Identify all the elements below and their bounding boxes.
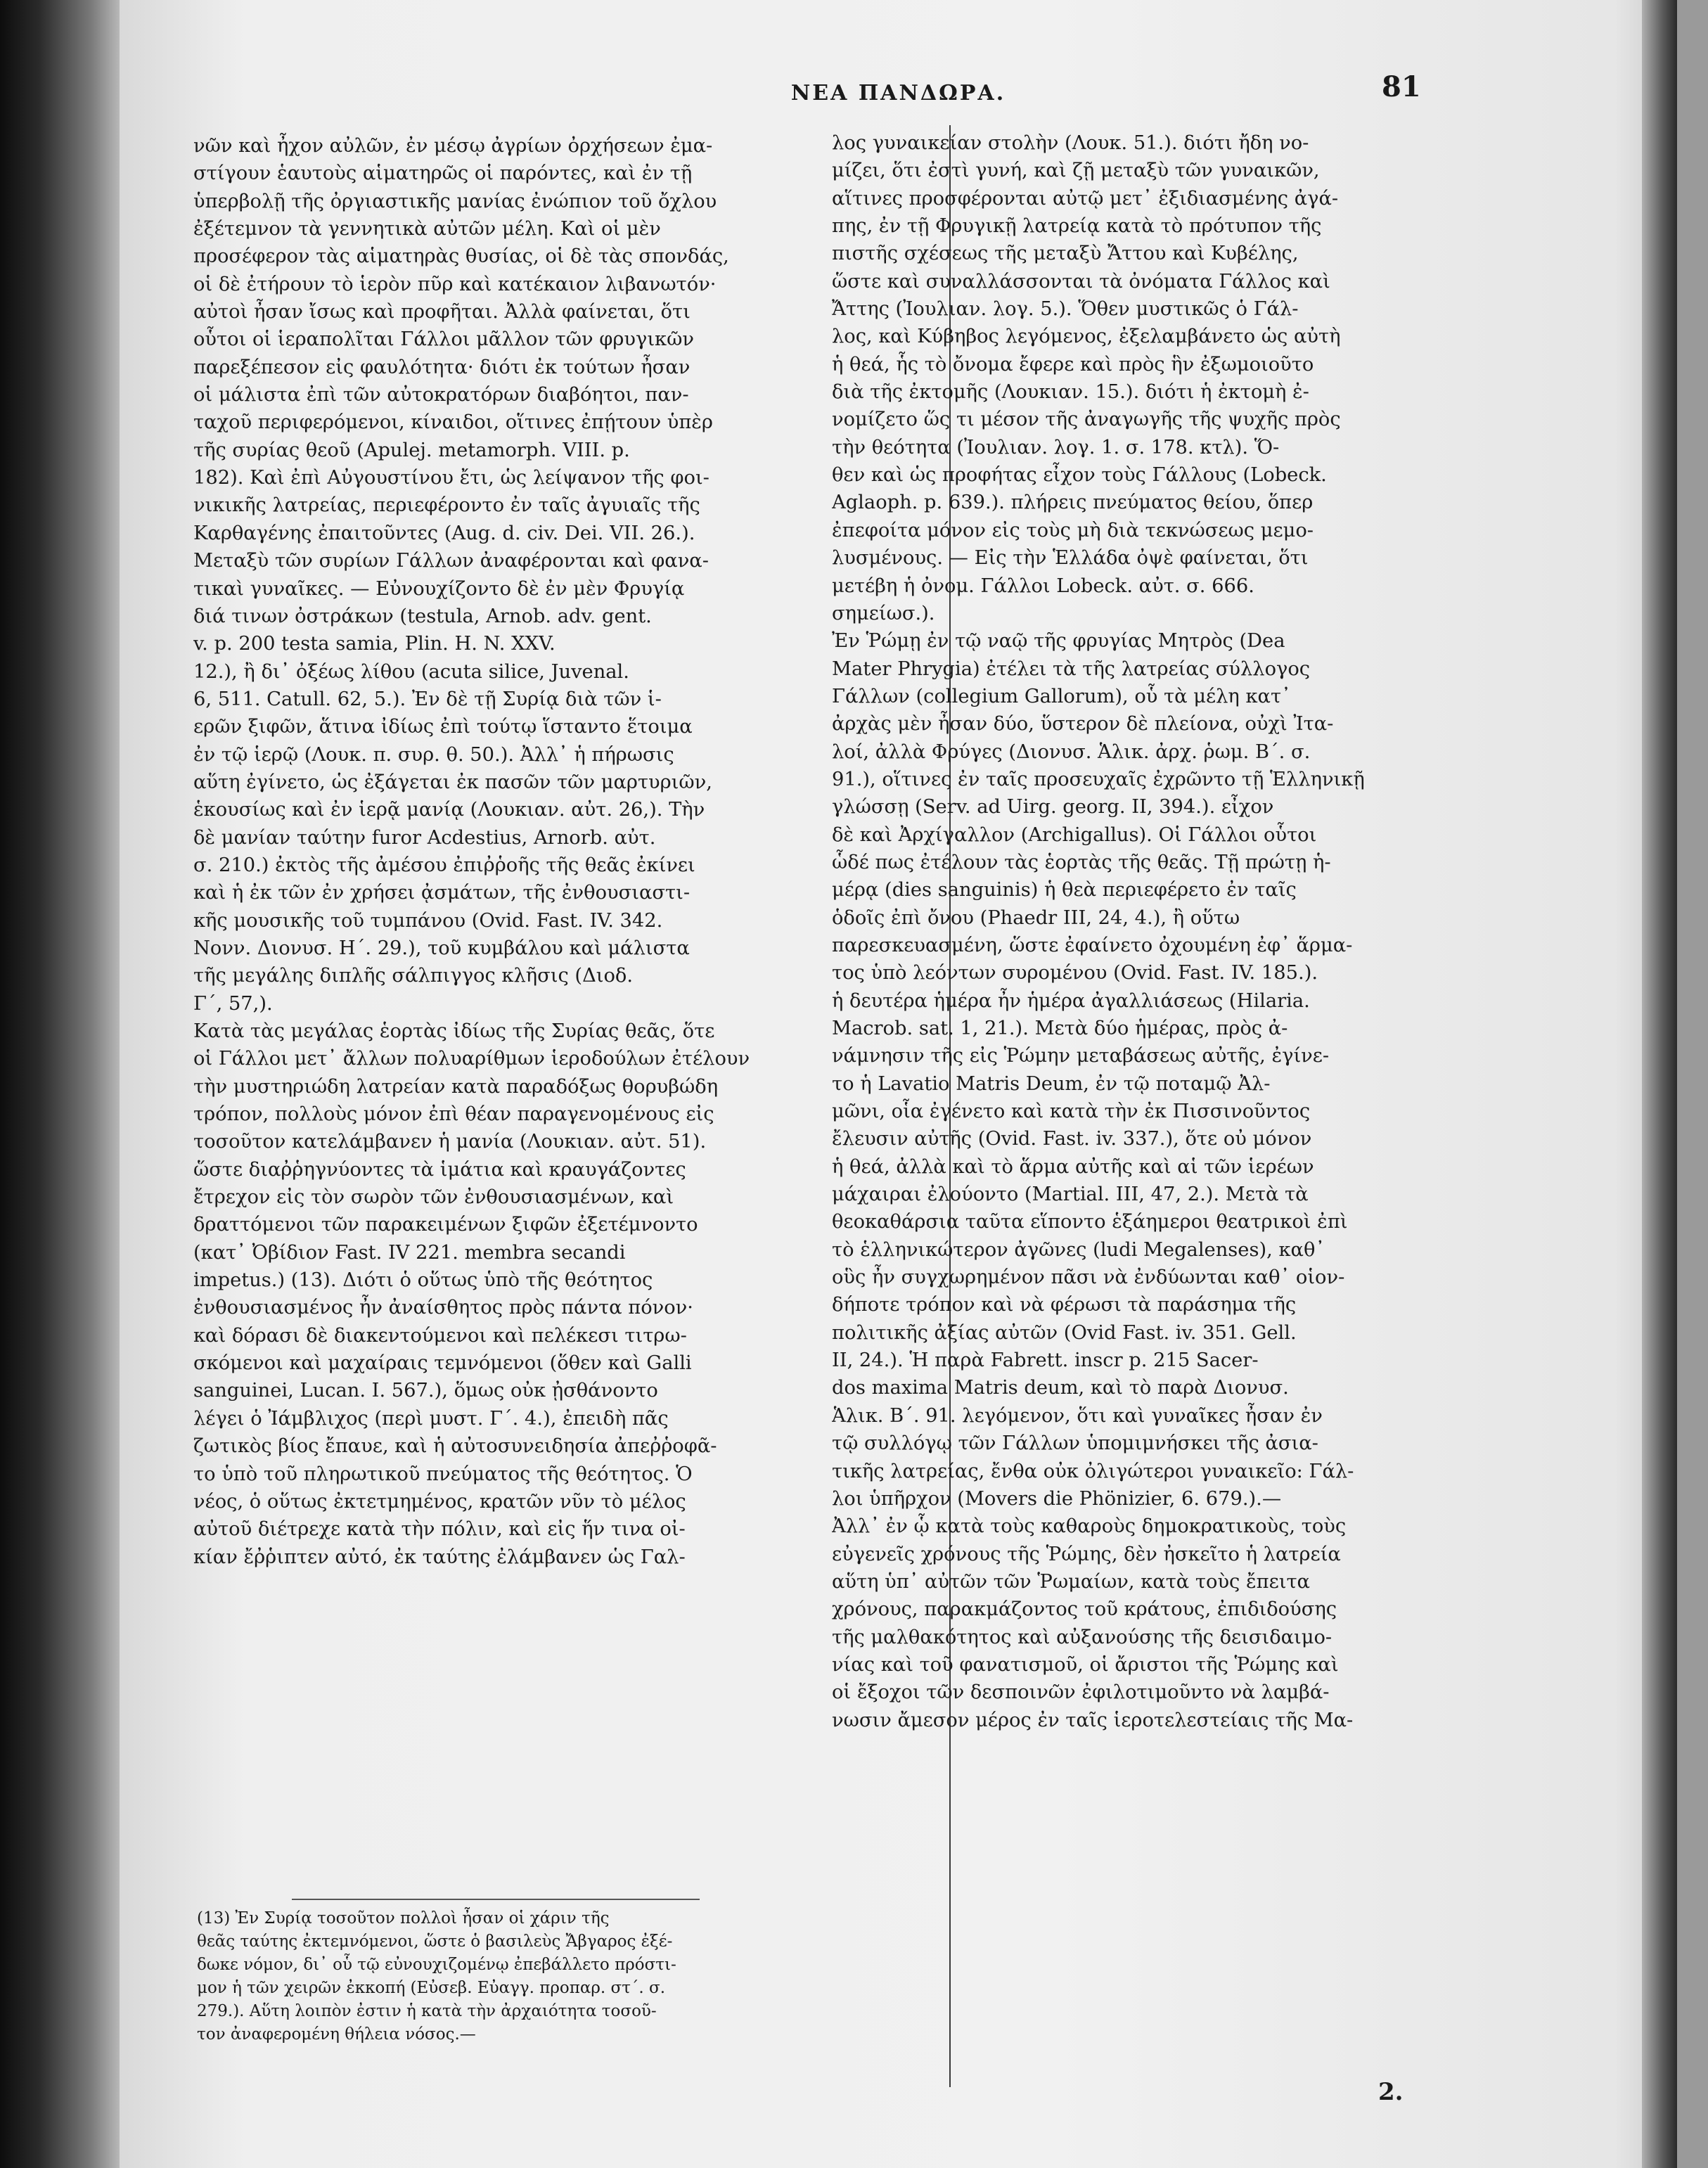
text-line: παρεξέπεσον εἰς φαυλότητα· διότι ἐκ τούτων ἦσαν (193, 356, 691, 378)
text-line: πης, ἐν τῇ Φρυγικῇ λατρείᾳ κατὰ τὸ πρότυπον τῆς (832, 215, 1322, 238)
text-line: Μεταξὺ τῶν συρίων Γάλλων ἀναφέρονται καὶ φανα- (193, 550, 709, 572)
text-line: II, 24.). Ἡ παρὰ Fabrett. inscr p. 215 Sacer- (832, 1349, 1259, 1372)
text-line: v. p. 200 testa samia, Plin. H. N. XXV. (193, 633, 556, 655)
text-line: οἱ Γάλλοι μετ᾽ ἄλλων πολυαρίθμων ἱεροδούλων ἐτέλουν (193, 1048, 750, 1070)
text-line: νομίζετο ὥς τι μέσον τῆς ἀναγωγῆς τῆς ψυχῆς πρὸς (832, 409, 1341, 431)
text-line: ὧδέ πως ἐτέλουν τὰς ἑορτὰς τῆς θεᾶς. Τῇ πρώτῃ ἡ- (832, 851, 1331, 873)
text-line: τὴν μυστηριώδη λατρείαν κατὰ παραδόξως θορυβώδη (193, 1075, 719, 1098)
text-line: 12.), ἢ δι᾽ ὀξέως λίθου (acuta silice, Juvenal. (193, 660, 629, 683)
text-line: το ὑπὸ τοῦ πληρωτικοῦ πνεύματος τῆς θεότητος. Ὁ (193, 1463, 693, 1485)
text-line: ἔλευσιν αὐτῆς (Ovid. Fast. iv. 337.), ὅτε οὐ μόνον (832, 1128, 1312, 1150)
text-line: Ἀλλ᾽ ἐν ᾧ κατὰ τοὺς καθαροὺς δημοκρατικοὺς, τοὺς (832, 1515, 1347, 1538)
text-line: σκόμενοι καὶ μαχαίραις τεμνόμενοι (ὅθεν καὶ Galli (193, 1352, 692, 1375)
running-title: ΝΕΑ ΠΑΝΔΩΡΑ. (790, 81, 1006, 105)
text-line: χρόνους, παρακμάζοντος τοῦ κράτους, ἐπιδιδούσης (832, 1598, 1337, 1621)
text-line: ἐνθουσιασμένος ἦν ἀναίσθητος πρὸς πάντα πόνον· (193, 1297, 693, 1319)
text-line: Νονν. Διονυσ. Η΄. 29.), τοῦ κυμβάλου καὶ μάλιστα (193, 937, 690, 959)
text-line: Ἐν Ῥώμῃ ἐν τῷ ναῷ τῆς φρυγίας Μητρὸς (Dea (832, 630, 1285, 653)
text-line: δραττόμενοι τῶν παρακειμένων ξιφῶν ἐξετέμνοντο (193, 1214, 698, 1236)
text-line: νάμνησιν τῆς εἰς Ῥώμην μεταβάσεως αὐτῆς, ἐγίνε- (832, 1045, 1330, 1067)
text-line: κῆς μουσικῆς τοῦ τυμπάνου (Ovid. Fast. IV. 342. (193, 909, 663, 932)
text-line: εὐγενεῖς χρόνους τῆς Ῥώμης, δὲν ἠσκεῖτο ἡ λατρεία (832, 1543, 1341, 1565)
text-line: αἵτινες προσφέρονται αὐτῷ μετ᾽ ἐξιδιασμένης ἀγά- (832, 187, 1339, 210)
text-line: νῶν καὶ ἦχον αὐλῶν, ἐν μέσῳ ἀγρίων ὀρχήσεων ἐμα- (193, 135, 713, 157)
text-line: λος, καὶ Κύβηβος λεγόμενος, ἐξελαμβάνετο ὡς αὐτὴ (832, 326, 1341, 348)
text-line: μῶνι, οἷα ἐγένετο καὶ κατὰ τὴν ἐκ Πισσινοῦντος (832, 1101, 1311, 1123)
text-line: (κατ᾽ Ὀβίδιον Fast. IV 221. membra secandi (193, 1241, 626, 1264)
text-line: ἀρχὰς μὲν ἦσαν δύο, ὕστερον δὲ πλείονα, οὐχὶ Ἰτα- (832, 713, 1334, 736)
footnote-line: 279.). Αὕτη λοιπὸν ἐστιν ἡ κατὰ τὴν ἀρχαιότητα τοσοῦ- (197, 2002, 657, 2020)
text-line: τὸ ἑλληνικώτερον ἀγῶνες (ludi Megalenses), καθ᾽ (832, 1238, 1325, 1261)
text-line: ζωτικὸς βίος ἔπαυε, καὶ ἡ αὐτοσυνειδησία ἀπεῤῥοφᾶ- (193, 1435, 717, 1458)
text-line: οἱ ἔξοχοι τῶν δεσποινῶν ἐφιλοτιμοῦντο νὰ λαμβά- (832, 1681, 1330, 1704)
text-line: 91.), οἵτινες ἐν ταῖς προσευχαῖς ἐχρῶντο τῇ Ἑλληνικῇ (832, 768, 1365, 790)
footnote-line: (13) Ἐν Συρίᾳ τοσοῦτον πολλοὶ ἦσαν οἱ χάριν τῆς (197, 1909, 610, 1928)
text-line: ἐν τῷ ἱερῷ (Λουκ. π. συρ. θ. 50.). Ἀλλ᾽ ἡ πήρωσις (193, 743, 674, 766)
text-line: ὑπερβολῇ τῆς ὀργιαστικῆς μανίας ἐνώπιον τοῦ ὄχλου (193, 190, 717, 212)
text-line: παρεσκευασμένη, ὥστε ἐφαίνετο ὀχουμένη ἐφ᾽ ἅρμα- (832, 934, 1353, 956)
text-line: νέος, ὁ οὕτως ἐκτετμημένος, κρατῶν νῦν τὸ μέλος (193, 1490, 686, 1513)
footnote-rule (292, 1899, 700, 1900)
text-line: το ἡ Lavatio Matris Deum, ἐν τῷ ποταμῷ Ἀλ- (832, 1072, 1271, 1095)
text-line: sanguinei, Lucan. I. 567.), ὅμως οὐκ ᾐσθάνοντο (193, 1380, 658, 1402)
text-line: αὕτη ἐγίνετο, ὡς ἐξάγεται ἐκ πασῶν τῶν μαρτυριῶν, (193, 771, 712, 793)
text-line: τικῆς λατρείας, ἔνθα οὐκ ὀλιγώτεροι γυναικεῖο: Γάλ- (832, 1460, 1354, 1482)
text-line: ὥστε καὶ συναλλάσσονται τὰ ὀνόματα Γάλλος καὶ (832, 270, 1330, 293)
text-line: στίγουν ἑαυτοὺς αἱματηρῶς οἱ παρόντες, καὶ ἐν τῇ (193, 162, 693, 185)
footnote-line: θεᾶς ταύτης ἐκτεμνόμενοι, ὥστε ὁ βασιλεὺς Ἄβγαρος ἐξέ- (197, 1932, 673, 1951)
text-line: αὐτοὶ ἦσαν ἴσως καὶ προφῆται. Ἀλλὰ φαίνεται, ὅτι (193, 301, 691, 323)
text-line: διὰ τῆς ἐκτομῆς (Λουκιαν. 15.). διότι ἡ ἐκτομὴ ἐ- (832, 381, 1309, 404)
text-line: ἡ θεά, ἀλλὰ καὶ τὸ ἅρμα αὐτῆς καὶ αἱ τῶν ἱερέων (832, 1155, 1314, 1178)
text-line: dos maxima Matris deum, καὶ τὸ παρὰ Διονυσ. (832, 1377, 1289, 1399)
text-line: Aglaoph. p. 639.). πλήρεις πνεύματος θείου, ὅπερ (832, 492, 1314, 514)
book-spine-shadow (0, 0, 130, 2168)
text-line: κίαν ἔῤῥιπτεν αὐτό, ἐκ ταύτης ἐλάμβανεν ὡς Γαλ- (193, 1546, 686, 1568)
text-line: οὓς ἦν συγχωρημένον πᾶσι νὰ ἐνδύωνται καθ᾽ οἱον- (832, 1266, 1345, 1289)
right-column (832, 129, 1542, 1734)
text-line: 6, 511. Catull. 62, 5.). Ἐν δὲ τῇ Συρίᾳ διὰ τῶν ἱ- (193, 688, 662, 710)
text-line: δὲ καὶ Ἀρχίγαλλον (Archigallus). Οἱ Γάλλοι οὗτοι (832, 823, 1317, 846)
text-line: μετέβη ἡ ὀνομ. Γάλλοι Lobeck. αὐτ. σ. 666. (832, 575, 1254, 597)
text-line: σ. 210.) ἐκτὸς τῆς ἀμέσου ἐπιῤῥοῆς τῆς θεᾶς ἐκίνει (193, 854, 695, 876)
text-line: ταχοῦ περιφερόμενοι, κίναιδοι, οἵτινες ἐπῄτουν ὑπὲρ (193, 411, 713, 434)
text-line: καὶ δόρασι δὲ διακεντούμενοι καὶ πελέκεσι τιτρω- (193, 1324, 687, 1347)
text-line: νίας καὶ τοῦ φανατισμοῦ, οἱ ἄριστοι τῆς Ῥώμης καὶ (832, 1653, 1339, 1676)
text-line: μάχαιραι ἐλούοντο (Martial. III, 47, 2.). Μετὰ τὰ (832, 1184, 1309, 1206)
text-line: θεοκαθάρσια ταῦτα εἵποντο ἑξάημεροι θεατρικοὶ ἐπὶ (832, 1211, 1348, 1233)
text-line: οὗτοι οἱ ἱεραπολῖται Γάλλοι μᾶλλον τῶν φρυγικῶν (193, 328, 694, 351)
text-line: ὁδοῖς ἐπὶ ὄνου (Phaedr III, 24, 4.), ἢ οὕτω (832, 906, 1240, 929)
signature-mark: 2. (1378, 2078, 1404, 2106)
text-line: Mater Phrygia) ἐτέλει τὰ τῆς λατρείας σύλλογος (832, 658, 1311, 680)
text-line: μέρᾳ (dies sanguinis) ἡ θεὰ περιεφέρετο ἐν ταῖς (832, 879, 1297, 902)
text-line: λος γυναικείαν στολὴν (Λουκ. 51.). διότι ἤδη νο- (832, 132, 1309, 154)
text-line: δὲ μανίαν ταύτην furor Acdestius, Arnorb. αὐτ. (193, 826, 656, 849)
text-line: τρόπον, πολλοὺς μόνον ἐπὶ θέαν παραγενομένους εἰς (193, 1103, 714, 1126)
footnote-line: δωκε νόμον, δι᾽ οὗ τῷ εὐνουχιζομένῳ ἐπεβάλλετο πρόστι- (197, 1956, 676, 1974)
text-line: οἱ μάλιστα ἐπὶ τῶν αὐτοκρατόρων διαβόητοι, παν- (193, 384, 689, 406)
text-line: ἑκουσίως καὶ ἐν ἱερᾷ μανίᾳ (Λουκιαν. αὐτ. 26,). Τὴν (193, 799, 705, 821)
text-line: νικικῆς λατρείας, περιεφέροντο ἐν ταῖς ἀγυιαῖς τῆς (193, 494, 700, 517)
text-line: τικαὶ γυναῖκες. — Εὐνουχίζοντο δὲ ἐν μὲν Φρυγίᾳ (193, 577, 685, 600)
text-line: πιστῆς σχέσεως τῆς μεταξὺ Ἄττου καὶ Κυβέλης, (832, 243, 1299, 265)
text-line: λέγει ὁ Ἰάμβλιχος (περὶ μυστ. Γ΄. 4.), ἐπειδὴ πᾶς (193, 1407, 669, 1430)
text-line: τῆς συρίας θεοῦ (Apulej. metamorph. VIII. p. (193, 439, 630, 461)
text-line: Κατὰ τὰς μεγάλας ἑορτὰς ἰδίως τῆς Συρίας θεᾶς, ὅτε (193, 1020, 715, 1042)
text-line: 182). Καὶ ἐπὶ Αὐγουστίνου ἔτι, ὡς λείψανον τῆς φοι- (193, 467, 709, 489)
text-line: λοί, ἀλλὰ Φρύγες (Διονυσ. Ἁλικ. ἀρχ. ῥωμ. Β΄. σ. (832, 740, 1311, 763)
text-line: ἡ θεά, ἧς τὸ ὄνομα ἔφερε καὶ πρὸς ἣν ἐξωμοιοῦτο (832, 353, 1314, 376)
text-line: ἐπεφοίτα μόνον εἰς τοὺς μὴ διὰ τεκνώσεως μεμο- (832, 519, 1314, 541)
text-line: ἐξέτεμνον τὰ γεννητικὰ αὐτῶν μέλη. Καὶ οἱ μὲν (193, 218, 661, 240)
text-line: Macrob. sat. 1, 21.). Μετὰ δύο ἡμέρας, πρὸς ἀ- (832, 1018, 1288, 1039)
text-line: λοι ὑπῆρχον (Movers die Phönizier, 6. 679.).— (832, 1487, 1282, 1510)
text-line: τος ὑπὸ λεόντων συρομένου (Ovid. Fast. IV. 185.). (832, 962, 1318, 984)
text-line: αὐτοῦ διέτρεχε κατὰ τὴν πόλιν, καὶ εἰς ἥν τινα οἰ- (193, 1518, 686, 1541)
footnote-line: μον ἡ τῶν χειρῶν ἐκκοπή (Εὐσεβ. Εὐαγγ. προπαρ. στ΄. σ. (197, 1979, 666, 1997)
text-line: Ἁλικ. Β΄. 91. λεγόμενον, ὅτι καὶ γυναῖκες ἦσαν ἐν (832, 1404, 1323, 1427)
book-page (120, 0, 1677, 2168)
text-line: προσέφερον τὰς αἱματηρὰς θυσίας, οἱ δὲ τὰς σπονδάς, (193, 245, 729, 268)
text-line: ἔτρεχον εἰς τὸν σωρὸν τῶν ἐνθουσιασμένων, καὶ (193, 1186, 674, 1209)
text-line: θεν καὶ ὡς προφήτας εἶχον τοὺς Γάλλους (Lobeck. (832, 464, 1327, 487)
text-line: impetus.) (13). Διότι ὁ οὕτως ὑπὸ τῆς θεότητος (193, 1269, 653, 1292)
text-line: ὥστε διαῤῥηγνύοντες τὰ ἱμάτια καὶ κραυγάζοντες (193, 1158, 686, 1181)
text-line: Γ΄, 57,). (193, 992, 273, 1015)
text-line: τὴν θεότητα (Ἰουλιαν. λογ. 1. σ. 178. κτλ). Ὅ- (832, 436, 1280, 458)
text-line: λυσμένους. — Εἰς τὴν Ἑλλάδα ὀψὲ φαίνεται, ὅτι (832, 547, 1309, 570)
page-right-edge (1642, 0, 1677, 2168)
text-line: καὶ ἡ ἐκ τῶν ἐν χρήσει ᾀσμάτων, τῆς ἐνθουσιαστι- (193, 882, 691, 904)
text-line: πολιτικῆς ἀξίας αὐτῶν (Ovid Fast. iv. 351. Gell. (832, 1321, 1297, 1344)
text-line: τοσοῦτον κατελάμβανεν ἡ μανία (Λουκιαν. αὐτ. 51). (193, 1131, 707, 1153)
text-line: δήποτε τρόπον καὶ νὰ φέρωσι τὰ παράσημα τῆς (832, 1294, 1297, 1316)
text-line: αὕτη ὑπ᾽ αὐτῶν τῶν Ῥωμαίων, κατὰ τοὺς ἔπειτα (832, 1570, 1310, 1593)
left-column (193, 132, 890, 1571)
footnote-line: τον ἀναφερομένη θήλεια νόσος.— (197, 2025, 476, 2044)
text-line: Καρθαγένης ἐπαιτοῦντες (Aug. d. civ. Dei. VII. 26.). (193, 522, 695, 544)
text-line: μίζει, ὅτι ἐστὶ γυνή, καὶ ζῇ μεταξὺ τῶν γυναικῶν, (832, 160, 1320, 182)
text-line: οἱ δὲ ἐτήρουν τὸ ἱερὸν πῦρ καὶ κατέκαιον λιβανωτόν· (193, 273, 717, 295)
text-line: τῆς μαλθακότητος καὶ αὐξανούσης τῆς δεισιδαιμο- (832, 1626, 1333, 1648)
text-line: διά τινων ὀστράκων (testula, Arnob. adv. gent. (193, 605, 652, 627)
page-number: 81 (1382, 70, 1421, 103)
text-line: γλώσσῃ (Serv. ad Uirg. georg. II, 394.). εἶχον (832, 796, 1274, 819)
text-line: σημείωσ.). (832, 602, 935, 624)
text-line: νωσιν ἄμεσον μέρος ἐν ταῖς ἱεροτελεστείαις τῆς Μα- (832, 1709, 1354, 1731)
text-line: τῆς μεγάλης διπλῆς σάλπιγγος κλῆσις (Διοδ. (193, 965, 634, 987)
footnote (197, 1907, 900, 2046)
text-line: ἡ δευτέρα ἡμέρα ἦν ἡμέρα ἀγαλλιάσεως (Hilaria. (832, 989, 1310, 1012)
text-line: τῷ συλλόγῳ τῶν Γάλλων ὑπομιμνήσκει τῆς ἀσια- (832, 1432, 1318, 1455)
text-line: ερῶν ξιφῶν, ἅτινα ἰδίως ἐπὶ τούτῳ ἵσταντο ἕτοιμα (193, 716, 693, 738)
text-line: Ἄττης (Ἰουλιαν. λογ. 5.). Ὅθεν μυστικῶς ὁ Γάλ- (832, 298, 1299, 321)
text-line: Γάλλων (collegium Gallorum), οὗ τὰ μέλη κατ᾽ (832, 685, 1291, 707)
